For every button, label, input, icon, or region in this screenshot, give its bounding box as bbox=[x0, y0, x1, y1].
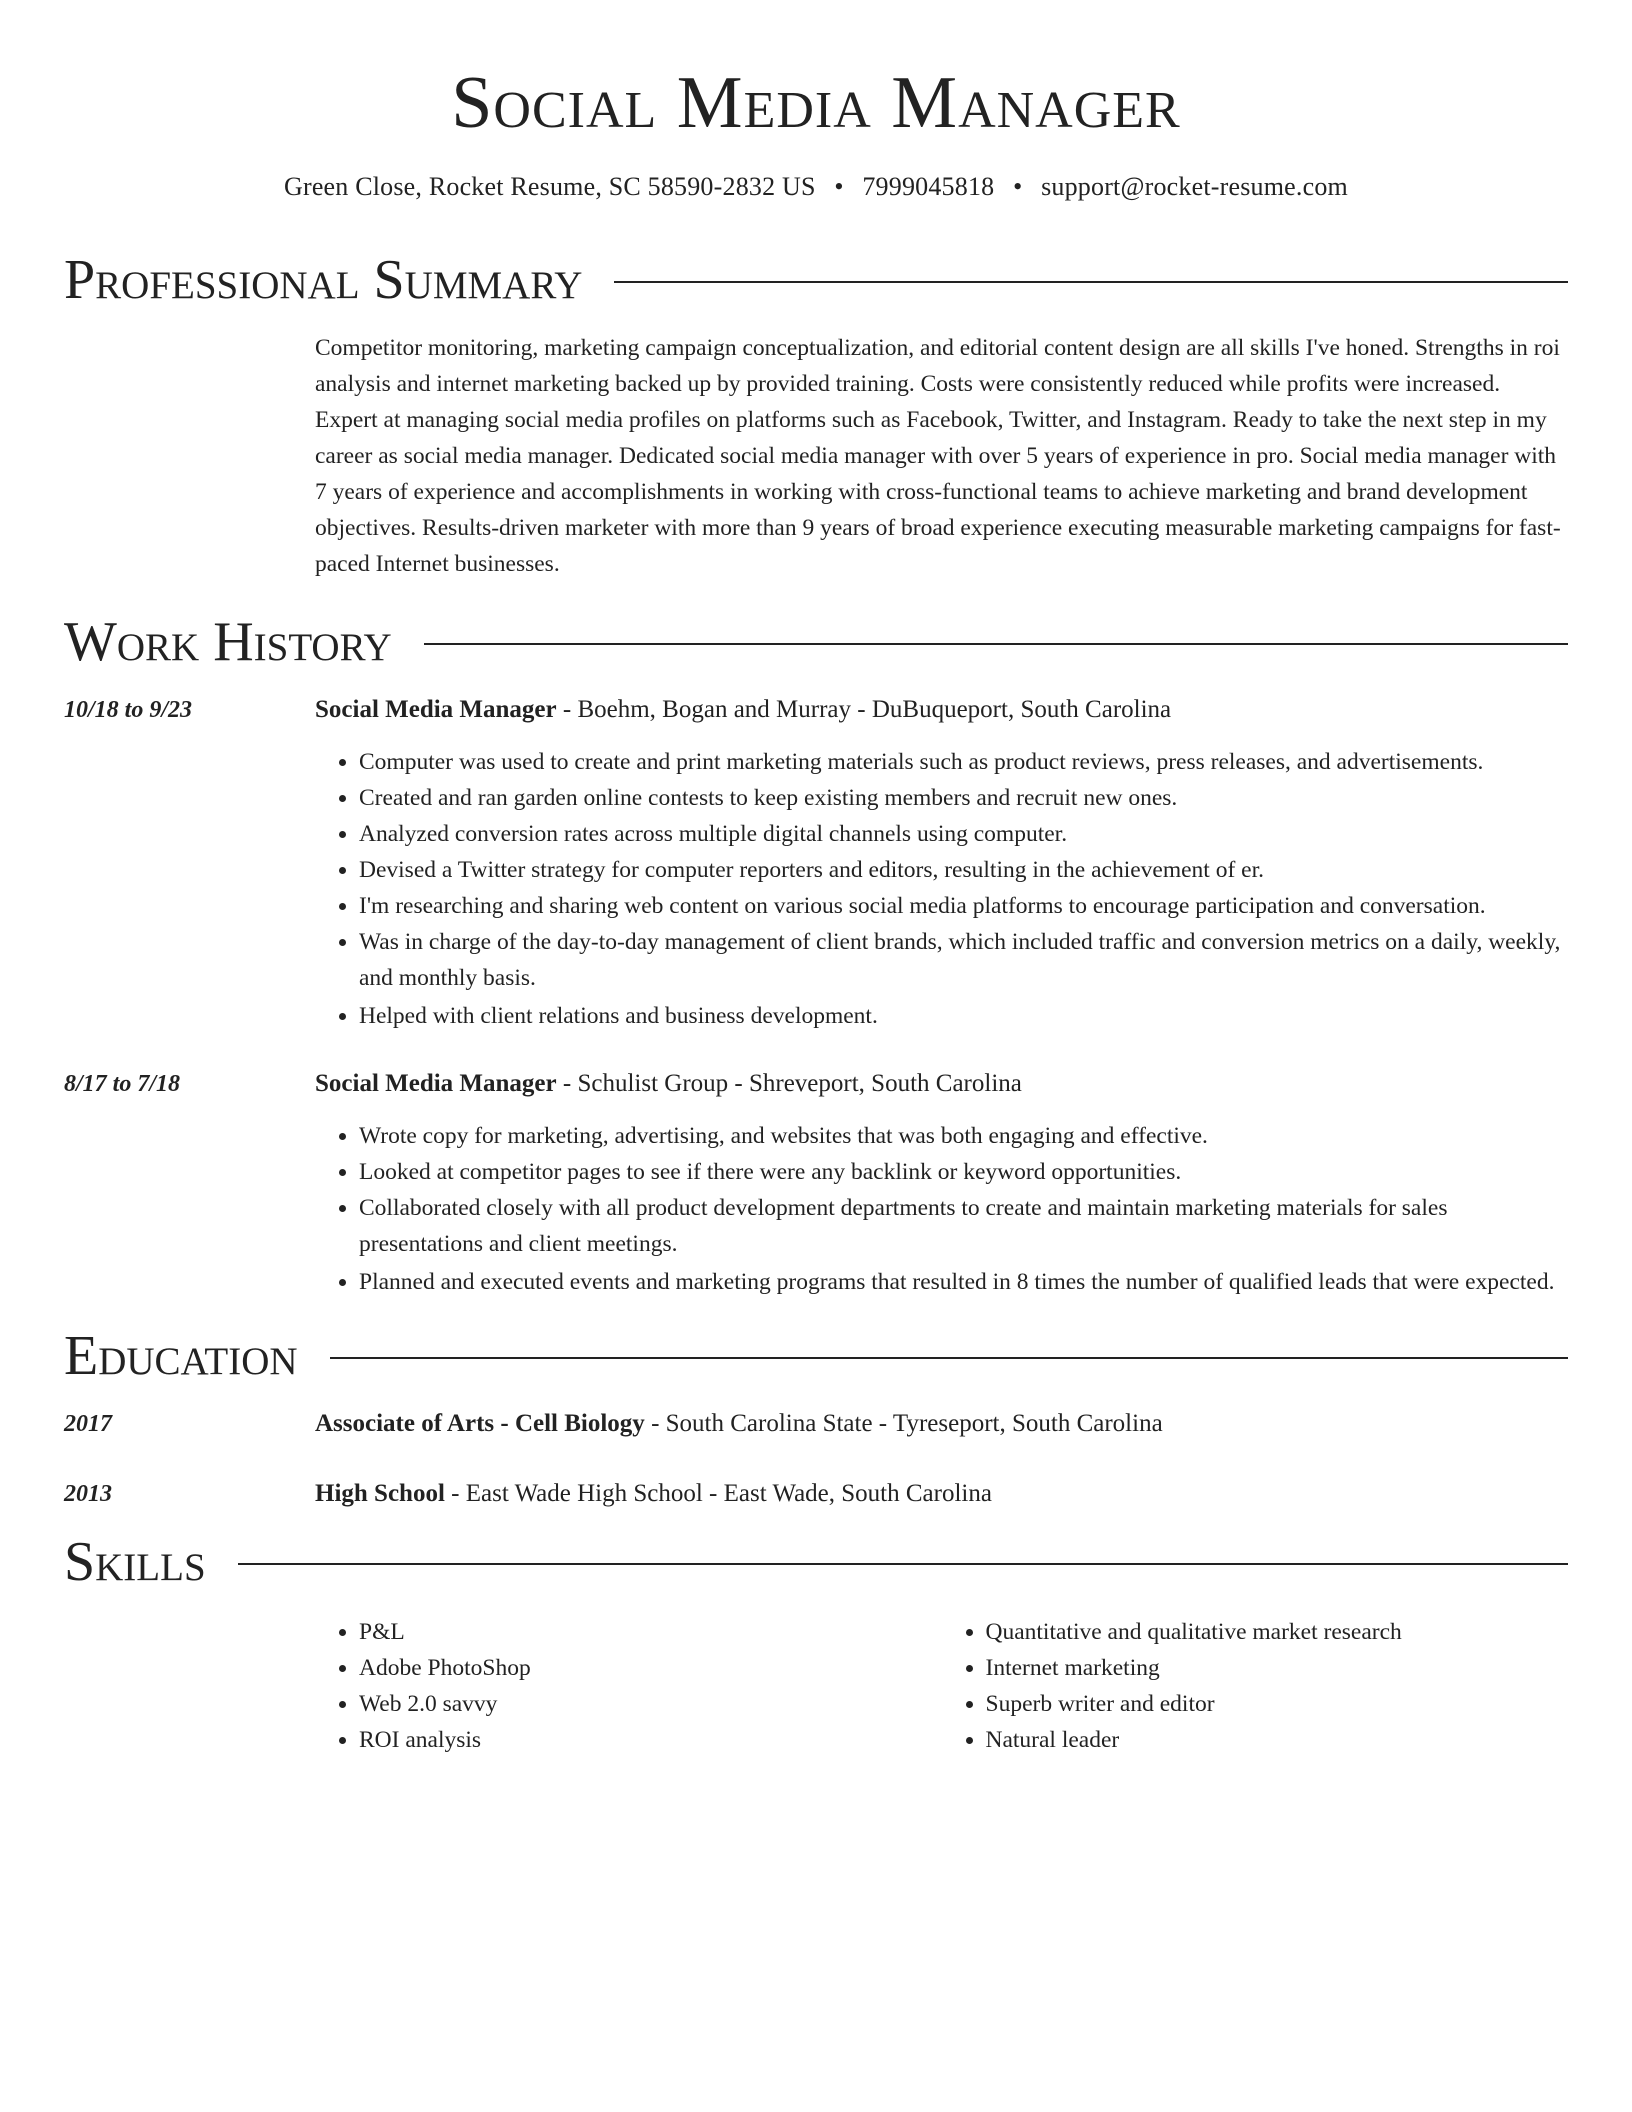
job-role: Social Media Manager bbox=[315, 1070, 557, 1097]
list-item: • Collaborated closely with all product development departments to create and maintain marketing materials for sales presentations and client meetings. bbox=[359, 1190, 1568, 1262]
contact-separator: • bbox=[1013, 172, 1023, 201]
skills-section-heading bbox=[64, 1530, 1568, 1594]
list-item: • Planned and executed events and marketing programs that resulted in 8 times the number of qualified leads that were expected. bbox=[359, 1264, 1568, 1300]
education-title-line bbox=[315, 1476, 1568, 1512]
education-degree: Associate of Arts - Cell Biology bbox=[315, 1410, 645, 1437]
list-item: • P&L bbox=[359, 1614, 942, 1650]
job-entry bbox=[64, 692, 1568, 1034]
education-year: 2013 bbox=[64, 1481, 112, 1507]
skills-list-left bbox=[315, 1614, 942, 1758]
list-item: • Devised a Twitter strategy for computer reporters and editors, resulting in the achievement of er. bbox=[359, 852, 1568, 888]
education-section-heading bbox=[64, 1324, 1568, 1388]
job-details: - Schulist Group - Shreveport, South Carolina bbox=[556, 1070, 1022, 1097]
job-dates: 8/17 to 7/18 bbox=[64, 1071, 181, 1097]
section-divider bbox=[614, 281, 1568, 283]
job-dates: 10/18 to 9/23 bbox=[64, 697, 193, 723]
education-title-line bbox=[315, 1406, 1568, 1442]
resume-page bbox=[64, 0, 1568, 1758]
job-bullets bbox=[315, 744, 1568, 1034]
skills-list-right bbox=[942, 1614, 1569, 1758]
summary-section-heading bbox=[64, 248, 1568, 312]
job-role: Social Media Manager bbox=[315, 696, 557, 723]
education-degree: High School bbox=[315, 1480, 445, 1507]
list-item: • Looked at competitor pages to see if there were any backlink or keyword opportunities. bbox=[359, 1154, 1568, 1190]
section-divider bbox=[238, 1563, 1568, 1565]
section-title: Skills bbox=[64, 1531, 206, 1593]
job-entry bbox=[64, 1066, 1568, 1300]
list-item: • Helped with client relations and business development. bbox=[359, 998, 1568, 1034]
contact-line bbox=[64, 170, 1568, 204]
section-title: Education bbox=[64, 1325, 298, 1387]
contact-separator: • bbox=[834, 172, 844, 201]
section-divider bbox=[424, 643, 1568, 645]
list-item: • Created and ran garden online contests to keep existing members and recruit new ones. bbox=[359, 780, 1568, 816]
list-item: • Was in charge of the day-to-day management of client brands, which included traffic and conversion metrics on a daily, weekly, and monthly basis. bbox=[359, 924, 1568, 996]
list-item: • Quantitative and qualitative market research bbox=[986, 1614, 1569, 1650]
contact-address: Green Close, Rocket Resume, SC 58590-2832 US bbox=[283, 172, 816, 201]
skills-columns bbox=[315, 1614, 1568, 1758]
job-title-line bbox=[315, 1066, 1568, 1102]
summary-text: Competitor monitoring, marketing campaign conceptualization, and editorial content design are all skills I've honed. Strengths in roi analysis and internet marketing backed up by provided training. Costs were consistently reduced while profits were increased. Expert at managing social media profiles on platforms such as Facebook, Twitter, and Instagram. Ready to take the next step in my career as social media manager. Dedicated social media manager with over 5 years of experience in pro. Social media manager with 7 years of experience and accomplishments in working with cross-functional teams to achieve marketing and brand development objectives. Results-driven marketer with more than 9 years of broad experience executing measurable marketing campaigns for fast-paced Internet businesses. bbox=[315, 335, 1561, 577]
job-title-line bbox=[315, 692, 1568, 728]
education-year: 2017 bbox=[64, 1411, 112, 1437]
contact-email: support@rocket-resume.com bbox=[1041, 172, 1348, 201]
section-divider bbox=[330, 1357, 1568, 1359]
education-details: - South Carolina State - Tyreseport, South Carolina bbox=[644, 1410, 1163, 1437]
list-item: • Adobe PhotoShop bbox=[359, 1650, 942, 1686]
candidate-name: Social Media Manager bbox=[451, 62, 1181, 144]
list-item: • ROI analysis bbox=[359, 1722, 942, 1758]
job-body bbox=[315, 692, 1568, 1034]
list-item: • Analyzed conversion rates across multiple digital channels using computer. bbox=[359, 816, 1568, 852]
list-item: • Web 2.0 savvy bbox=[359, 1686, 942, 1722]
education-details: - East Wade High School - East Wade, South Carolina bbox=[444, 1480, 992, 1507]
work-section-heading bbox=[64, 610, 1568, 674]
list-item: • Computer was used to create and print marketing materials such as product reviews, press releases, and advertisements. bbox=[359, 744, 1568, 780]
section-title: Professional Summary bbox=[64, 249, 583, 311]
contact-phone: 7999045818 bbox=[862, 172, 995, 201]
section-title: Work History bbox=[64, 611, 392, 673]
list-item: • Wrote copy for marketing, advertising, and websites that was both engaging and effective. bbox=[359, 1118, 1568, 1154]
list-item: • I'm researching and sharing web content on various social media platforms to encourage participation and conversation. bbox=[359, 888, 1568, 924]
list-item: • Internet marketing bbox=[986, 1650, 1569, 1686]
education-entry bbox=[64, 1476, 1568, 1512]
job-body bbox=[315, 1066, 1568, 1300]
job-details: - Boehm, Bogan and Murray - DuBuqueport, South Carolina bbox=[556, 696, 1172, 723]
education-entry bbox=[64, 1406, 1568, 1442]
job-bullets bbox=[315, 1118, 1568, 1300]
list-item: • Natural leader bbox=[986, 1722, 1569, 1758]
list-item: • Superb writer and editor bbox=[986, 1686, 1569, 1722]
